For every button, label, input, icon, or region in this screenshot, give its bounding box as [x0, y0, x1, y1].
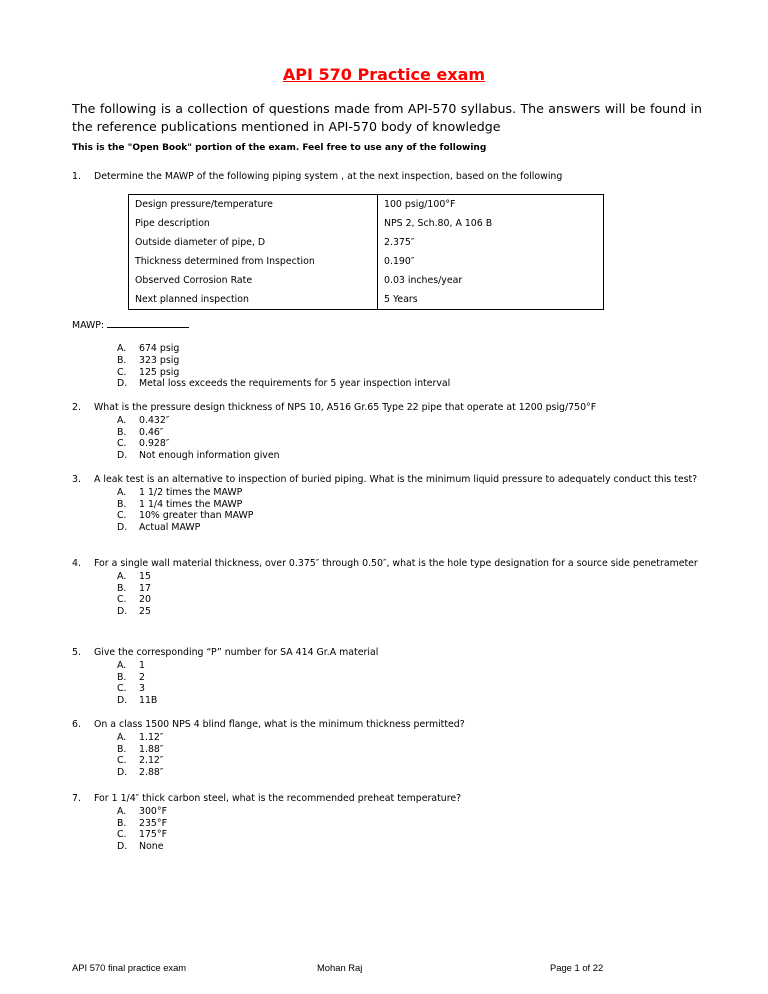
option-text: 2.12″ [139, 755, 164, 767]
option-text: 235°F [139, 817, 167, 829]
option-text: 11B [139, 695, 158, 707]
option-letter: B. [117, 426, 127, 438]
table-row [129, 233, 604, 252]
option-d [117, 378, 702, 390]
option-b [117, 818, 702, 830]
table-cell-value: 100 psig/100°F [378, 195, 604, 215]
option-text: 1.88″ [139, 743, 164, 755]
option-text: 25 [139, 606, 151, 618]
option-a [117, 571, 702, 583]
option-text: 17 [139, 582, 151, 594]
option-b [117, 672, 702, 684]
option-d [117, 695, 702, 707]
option-letter: C. [117, 829, 127, 841]
option-c [117, 755, 702, 767]
question-text: What is the pressure design thickness of NPS 10, A516 Gr.65 Type 22 pipe that operate at 1200 psig/750°F [94, 402, 597, 413]
option-letter: C. [117, 438, 127, 450]
option-letter: B. [117, 498, 127, 510]
table-cell-value: 0.03 inches/year [378, 271, 604, 290]
option-letter: C. [117, 755, 127, 767]
option-text: 1.12″ [139, 731, 164, 743]
option-text: None [139, 841, 164, 853]
option-letter: B. [117, 671, 127, 683]
option-letter: D. [117, 378, 128, 390]
question-number: 4. [72, 558, 81, 569]
option-text: 1 [139, 659, 145, 671]
option-text: 175°F [139, 829, 167, 841]
open-book-note: This is the "Open Book" portion of the exam. Feel free to use any of the following [72, 143, 487, 153]
option-text: 2 [139, 671, 145, 683]
table-cell-label: Design pressure/temperature [129, 195, 378, 215]
question-text: For a single wall material thickness, over 0.375″ through 0.50″, what is the hole type designation for a source side penetrameter [94, 558, 698, 569]
option-text: 1 1/4 times the MAWP [139, 498, 243, 510]
option-letter: D. [117, 841, 128, 853]
option-text: 674 psig [139, 343, 180, 354]
mawp-answer-line [72, 318, 189, 331]
page-footer [72, 962, 702, 976]
option-letter: B. [117, 582, 127, 594]
page-title: API 570 Practice exam [282, 65, 486, 84]
question-number: 3. [72, 474, 81, 485]
table-cell-label: Next planned inspection [129, 290, 378, 310]
option-d [117, 606, 702, 618]
option-c [117, 683, 702, 695]
table-row [129, 252, 604, 271]
option-letter: B. [117, 817, 127, 829]
option-letter: D. [117, 767, 128, 779]
table-cell-value: 2.375″ [378, 233, 604, 252]
option-b [117, 499, 702, 511]
question-number: 1. [72, 171, 81, 182]
question-number: 5. [72, 647, 81, 658]
option-c [117, 829, 702, 841]
option-letter: A. [117, 486, 127, 498]
option-text: 125 psig [139, 366, 180, 378]
option-text: Actual MAWP [139, 522, 201, 534]
question-1-options [72, 342, 702, 390]
question-text: On a class 1500 NPS 4 blind flange, what is the minimum thickness permitted? [94, 719, 465, 730]
option-c [117, 438, 702, 450]
option-letter: A. [117, 414, 127, 426]
option-letter: B. [117, 743, 127, 755]
question-4 [72, 558, 702, 618]
option-text: 0.928″ [139, 438, 170, 450]
question-text: For 1 1/4″ thick carbon steel, what is the recommended preheat temperature? [94, 793, 462, 804]
question-1 [72, 171, 702, 183]
table-row [129, 290, 604, 310]
question-6 [72, 719, 702, 779]
option-text: 10% greater than MAWP [139, 510, 254, 522]
footer-page-number: Page 1 of 22 [550, 962, 604, 973]
footer-left: API 570 final practice exam [72, 962, 187, 973]
option-a [117, 660, 702, 672]
question-text: Determine the MAWP of the following piping system , at the next inspection, based on the following [94, 171, 563, 182]
question-number: 6. [72, 719, 81, 730]
option-text: 300°F [139, 805, 167, 817]
question-2 [72, 402, 702, 462]
question-text: Give the corresponding “P” number for SA 414 Gr.A material [94, 647, 379, 658]
table-row [129, 271, 604, 290]
question-number: 7. [72, 793, 81, 804]
option-letter: C. [117, 366, 127, 378]
option-c [117, 367, 702, 379]
option-letter: D. [117, 695, 128, 707]
option-text: 2.88″ [139, 767, 164, 779]
answer-blank [107, 318, 189, 328]
option-d [117, 450, 702, 462]
option-b [117, 427, 702, 439]
question-3 [72, 474, 702, 534]
table-cell-label: Observed Corrosion Rate [129, 271, 378, 290]
option-d [117, 767, 702, 779]
table-cell-value: 0.190″ [378, 252, 604, 271]
option-text: 3 [139, 683, 145, 695]
option-letter: A. [117, 659, 127, 671]
option-letter: D. [117, 522, 128, 534]
option-a [117, 806, 702, 818]
table-cell-value: 5 Years [378, 290, 604, 310]
option-d [117, 841, 702, 853]
option-text: 1 1/2 times the MAWP [139, 486, 243, 498]
specs-table [128, 194, 604, 310]
option-letter: D. [117, 606, 128, 618]
option-letter: A. [117, 570, 127, 582]
option-letter: D. [117, 450, 128, 462]
option-text: 323 psig [139, 354, 180, 366]
option-text: 0.432″ [139, 414, 170, 426]
option-letter: C. [117, 594, 127, 606]
option-b [117, 355, 702, 367]
table-row [129, 195, 604, 215]
option-b [117, 583, 702, 595]
mawp-label: MAWP: [72, 320, 105, 331]
option-text: 0.46″ [139, 426, 164, 438]
option-a [117, 732, 702, 744]
footer-center: Mohan Raj [317, 962, 363, 973]
question-number: 2. [72, 402, 81, 413]
table-cell-label: Pipe description [129, 214, 378, 233]
table-cell-value: NPS 2, Sch.80, A 106 B [378, 214, 604, 233]
option-text: 20 [139, 594, 151, 606]
option-b [117, 744, 702, 756]
option-letter: B. [117, 354, 127, 366]
option-c [117, 510, 702, 522]
intro-paragraph: The following is a collection of questions made from API-570 syllabus. The answers will be found in the reference publications mentioned in API-570 body of knowledge [72, 101, 702, 134]
table-cell-label: Outside diameter of pipe, D [129, 233, 378, 252]
table-cell-label: Thickness determined from Inspection [129, 252, 378, 271]
question-7 [72, 793, 702, 853]
option-letter: C. [117, 683, 127, 695]
option-letter: A. [117, 343, 127, 354]
option-text: Not enough information given [139, 450, 280, 462]
option-a [117, 487, 702, 499]
option-text: Metal loss exceeds the requirements for 5 year inspection interval [139, 378, 451, 390]
question-5 [72, 647, 702, 707]
option-text: 15 [139, 570, 151, 582]
table-row [129, 214, 604, 233]
option-a [117, 343, 702, 355]
option-a [117, 415, 702, 427]
option-c [117, 594, 702, 606]
option-d [117, 522, 702, 534]
question-text: A leak test is an alternative to inspection of buried piping. What is the minimum liquid pressure to adequately conduct this test? [94, 474, 698, 485]
option-letter: A. [117, 731, 127, 743]
option-letter: A. [117, 805, 127, 817]
option-letter: C. [117, 510, 127, 522]
